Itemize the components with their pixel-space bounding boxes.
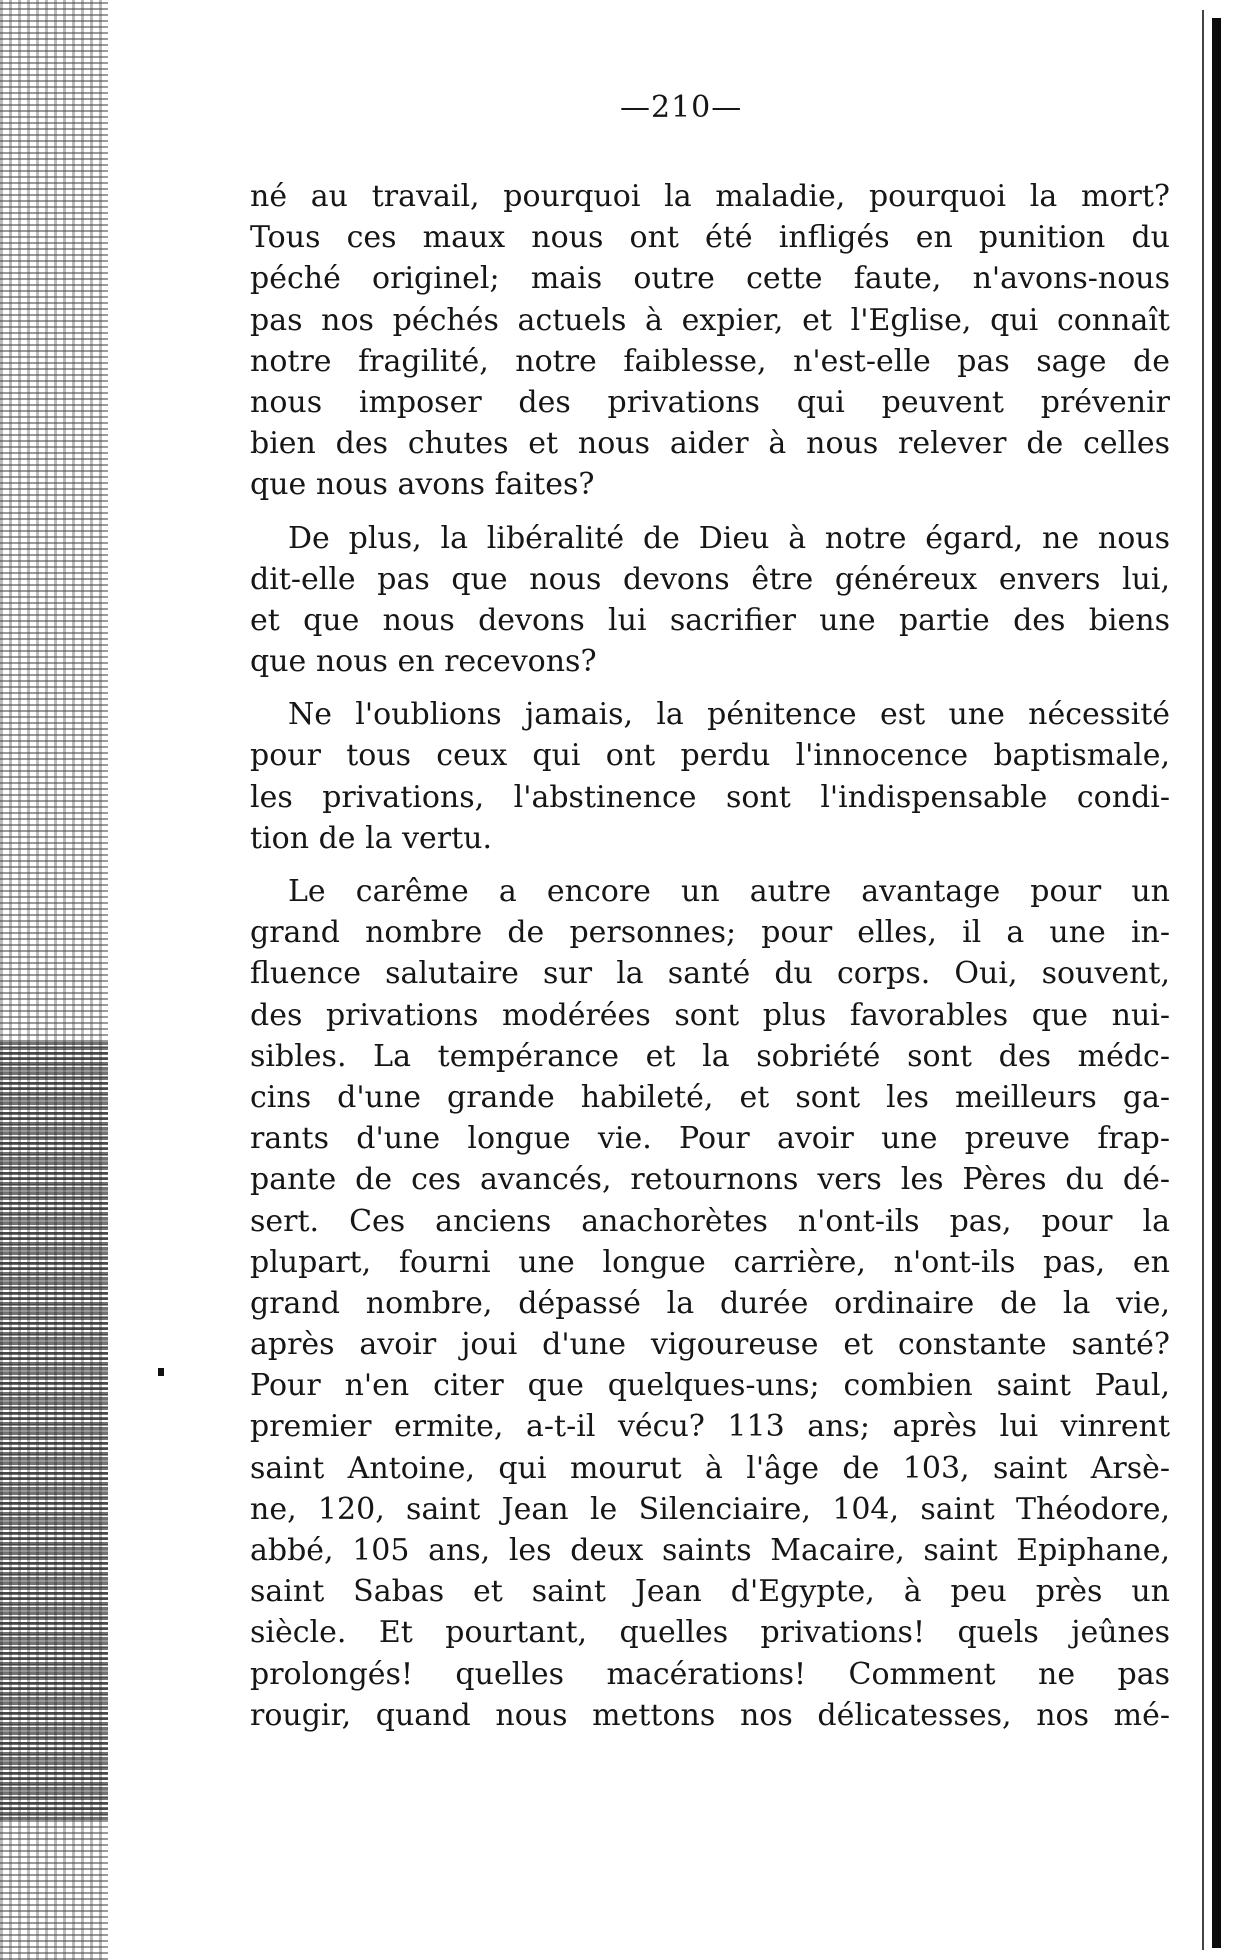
text-line: et que nous devons lui sacrifier une partie des biens (250, 602, 1170, 638)
text-line: pour tous ceux qui ont perdu l'innocence baptismale, (250, 738, 1170, 774)
text-line: prolongés! quelles macérations! Comment ne pas (250, 1656, 1170, 1692)
text-line: les privations, l'abstinence sont l'indispensable condi- (250, 779, 1170, 815)
text-line: pante de ces avancés, retournons vers les Pères du dé- (250, 1162, 1170, 1198)
page-number: —210— (620, 90, 743, 125)
paragraph-gap (250, 682, 1170, 694)
text-line: après avoir joui d'une vigoureuse et constante santé? (250, 1327, 1170, 1363)
text-line: dit-elle pas que nous devons être généreux envers lui, (250, 561, 1170, 597)
text-line: sert. Ces anciens anachorètes n'ont-ils pas, pour la (250, 1203, 1170, 1239)
text-line: pas nos péchés actuels à expier, et l'Eglise, qui connaît (250, 302, 1170, 338)
text-line: bien des chutes et nous aider à nous relever de celles (250, 426, 1170, 462)
text-line: cins d'une grande habileté, et sont les meilleurs ga- (250, 1079, 1170, 1115)
text-line: Tous ces maux nous ont été infligés en punition du (250, 220, 1170, 256)
text-line: des privations modérées sont plus favorables que nui- (250, 997, 1170, 1033)
text-line: péché originel; mais outre cette faute, n'avons-nous (250, 261, 1170, 297)
page-edge-rule (1212, 18, 1221, 1948)
text-line: plupart, fourni une longue carrière, n'ont-ils pas, en (250, 1244, 1170, 1280)
text-line: grand nombre de personnes; pour elles, il a une in- (250, 915, 1170, 951)
paragraph (250, 871, 1170, 1736)
text-line: nous imposer des privations qui peuvent prévenir (250, 384, 1170, 420)
text-line: tion de la vertu. (250, 820, 493, 856)
paragraph-gap (250, 859, 1170, 871)
binding-edge-dark-band (0, 1040, 108, 1820)
text-line: saint Sabas et saint Jean d'Egypte, à peu près un (250, 1574, 1170, 1610)
text-line: Pour n'en citer que quelques-uns; combien saint Paul, (250, 1368, 1170, 1404)
paragraph-gap (250, 506, 1170, 518)
text-line: siècle. Et pourtant, quelles privations! quels jeûnes (250, 1615, 1170, 1651)
text-line: que nous en recevons? (250, 644, 597, 680)
text-line: fluence salutaire sur la santé du corps. Oui, souvent, (250, 956, 1170, 992)
paragraph (250, 694, 1170, 859)
text-line: Ne l'oublions jamais, la pénitence est une nécessité (288, 697, 1170, 733)
text-line: rougir, quand nous mettons nos délicatesses, nos mé- (250, 1697, 1170, 1733)
paragraph (250, 176, 1170, 506)
text-line: sibles. La tempérance et la sobriété sont des médc- (250, 1038, 1170, 1074)
margin-mark (158, 1368, 164, 1376)
text-line: grand nombre, dépassé la durée ordinaire de la vie, (250, 1285, 1170, 1321)
text-line: saint Antoine, qui mourut à l'âge de 103, saint Arsè- (250, 1450, 1170, 1486)
text-line: abbé, 105 ans, les deux saints Macaire, saint Epiphane, (250, 1533, 1170, 1568)
text-line: que nous avons faites? (250, 467, 595, 503)
body-text (250, 176, 1170, 1736)
page-edge-thin-rule (1202, 10, 1204, 1950)
text-line: Le carême a encore un autre avantage pour un (288, 874, 1170, 909)
text-line: notre fragilité, notre faiblesse, n'est-elle pas sage de (250, 343, 1170, 379)
text-line: De plus, la libéralité de Dieu à notre égard, ne nous (288, 520, 1170, 556)
text-line: premier ermite, a-t-il vécu? 113 ans; après lui vinrent (250, 1409, 1170, 1445)
text-line: rants d'une longue vie. Pour avoir une preuve frap- (250, 1121, 1170, 1157)
text-line: né au travail, pourquoi la maladie, pourquoi la mort? (250, 179, 1170, 214)
text-line: ne, 120, saint Jean le Silenciaire, 104, saint Théodore, (250, 1491, 1170, 1527)
paragraph (250, 518, 1170, 683)
